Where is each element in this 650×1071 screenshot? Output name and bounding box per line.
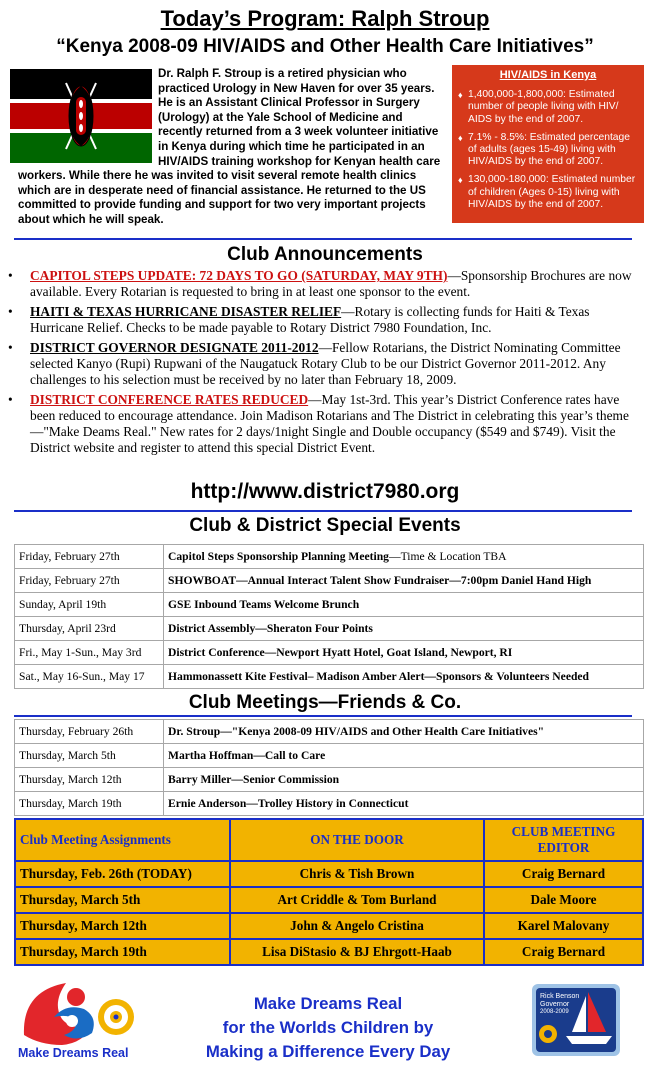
- column-header: Club Meeting Assignments: [15, 819, 230, 861]
- announcement-body: —Fellow Rotarians, the District Nominating Committee selected Kanyo (Rupi) Rupwani of the Naugatuck Rotary Club to be our District Governor 2011-2012. Any challenges to his selection must be received by no later than February 18, 2009.: [30, 340, 621, 387]
- footer-motto: [150, 992, 506, 1064]
- governor-badge-logo: [526, 980, 626, 1060]
- list-item: [8, 340, 640, 388]
- assignment-editor: Craig Bernard: [484, 861, 643, 887]
- event-desc: GSE Inbound Teams Welcome Brunch: [164, 593, 644, 617]
- assignment-editor: Dale Moore: [484, 887, 643, 913]
- table-row: [15, 792, 644, 816]
- event-date: Sat., May 16-Sun., May 17: [15, 665, 164, 689]
- bullet-icon: •: [8, 340, 13, 355]
- announcements-heading: Club Announcements: [227, 244, 423, 265]
- motto-line: Make Dreams Real: [253, 994, 403, 1013]
- special-events-heading: Club & District Special Events: [189, 515, 461, 536]
- assignment-date: Thursday, Feb. 26th (TODAY): [15, 861, 230, 887]
- table-row: [15, 861, 643, 887]
- meeting-date: Thursday, March 12th: [15, 768, 164, 792]
- page-title: Today’s Program: Ralph Stroup: [160, 6, 490, 31]
- divider: [14, 510, 632, 512]
- event-desc: SHOWBOAT—Annual Interact Talent Show Fundraiser—7:00pm Daniel Hand High: [164, 569, 644, 593]
- assignment-editor: Craig Bernard: [484, 939, 643, 965]
- column-header: ON THE DOOR: [230, 819, 484, 861]
- speaker-bio-text: Dr. Ralph F. Stroup is a retired physician who practiced Urology in New Haven for over 35 years. He is an Assistant Clinical Professor in Surgery (Urology) at the Yale School of Medicine and recently returned from a 3 week volunteer initiative in Kenya during which time he participated in an HIV/AIDS training workshop for Kenyan health care workers. While there he was invited to visit several remote health clinics which are in desperate need of financial assistance. He returned to the US committed to provide funding and support for two very important projects about which he will speak.: [18, 67, 441, 226]
- divider: [14, 715, 632, 717]
- meeting-date: Thursday, March 5th: [15, 744, 164, 768]
- event-date: Fri., May 1-Sun., May 3rd: [15, 641, 164, 665]
- assignment-door: Art Criddle & Tom Burland: [230, 887, 484, 913]
- meetings-heading: Club Meetings—Friends & Co.: [188, 692, 462, 713]
- table-row: [15, 593, 644, 617]
- table-row: [15, 768, 644, 792]
- column-header: CLUB MEETING EDITOR: [484, 819, 643, 861]
- assignment-door: Lisa DiStasio & BJ Ehrgott-Haab: [230, 939, 484, 965]
- assignment-door: Chris & Tish Brown: [230, 861, 484, 887]
- divider: [14, 238, 632, 240]
- special-events-table: [14, 544, 644, 689]
- announcement-body: —May 1st-3rd. This year’s District Conference rates have been reduced to encourage attendance. Join Madison Rotarians and The District in celebrating this year’s theme—"Make Deams Real." New rates for 2 days/1night Single and Double occupancy ($549 and $749). Visit the District website and register to attend this special District Event.: [30, 392, 629, 455]
- event-desc: District Assembly—Sheraton Four Points: [164, 617, 644, 641]
- table-row: [15, 720, 644, 744]
- meeting-topic: Barry Miller—Senior Commission: [164, 768, 644, 792]
- table-row: [15, 617, 644, 641]
- svg-text:2008-2009: 2008-2009: [540, 1009, 569, 1015]
- svg-text:Rick Benson: Rick Benson: [540, 993, 580, 1000]
- hiv-stat-item: ♦ 1,400,000-1,800,000: Estimated number of people living with HIV/ AIDS by the end of 2007.: [458, 89, 619, 125]
- diamond-bullet-icon: ♦: [458, 175, 463, 186]
- event-date: Friday, February 27th: [15, 569, 164, 593]
- table-row: [15, 569, 644, 593]
- assignments-table: [14, 818, 644, 966]
- meeting-date: Thursday, March 19th: [15, 792, 164, 816]
- list-item: [8, 304, 640, 336]
- assignment-door: John & Angelo Cristina: [230, 913, 484, 939]
- diamond-bullet-icon: ♦: [458, 90, 463, 101]
- hiv-stat-item: ♦ 130,000-180,000: Estimated number of children (Ages 0-15) living with HIV/AIDS by the end of 2007.: [458, 174, 636, 210]
- announcements-list: [8, 268, 640, 460]
- event-desc: District Conference—Newport Hyatt Hotel, Goat Island, Newport, RI: [164, 641, 644, 665]
- event-date: Sunday, April 19th: [15, 593, 164, 617]
- motto-line: for the Worlds Children by: [222, 1018, 434, 1037]
- program-subtitle: “Kenya 2008-09 HIV/AIDS and Other Health Care Initiatives”: [56, 36, 594, 57]
- list-item: [8, 268, 640, 300]
- announcement-heading: DISTRICT GOVERNOR DESIGNATE 2011-2012: [30, 340, 319, 355]
- hiv-stats-box: [452, 65, 644, 223]
- table-row: [15, 744, 644, 768]
- assignment-date: Thursday, March 19th: [15, 939, 230, 965]
- meeting-topic: Ernie Anderson—Trolley History in Connecticut: [164, 792, 644, 816]
- bullet-icon: •: [8, 268, 13, 283]
- meeting-topic: Dr. Stroup—"Kenya 2008-09 HIV/AIDS and Other Health Care Initiatives": [164, 720, 644, 744]
- table-row: [15, 641, 644, 665]
- table-header-row: [15, 819, 643, 861]
- table-row: [15, 913, 643, 939]
- speaker-bio: [18, 67, 446, 228]
- assignment-editor: Karel Malovany: [484, 913, 643, 939]
- district-website-link[interactable]: http://www.district7980.org: [190, 480, 460, 503]
- table-row: [15, 665, 644, 689]
- bullet-icon: •: [8, 304, 13, 319]
- event-desc: Hammonassett Kite Festival– Madison Amber Alert—Sponsors & Volunteers Needed: [164, 665, 644, 689]
- event-date: Friday, February 27th: [15, 545, 164, 569]
- announcement-body: —Sponsorship Brochures are now available. Every Rotarian is requested to bring in at least one sponsor to the event.: [30, 268, 632, 299]
- assignment-date: Thursday, March 12th: [15, 913, 230, 939]
- logo-left-text: Make Dreams Real: [18, 1046, 129, 1060]
- event-date: Thursday, April 23rd: [15, 617, 164, 641]
- diamond-bullet-icon: ♦: [458, 132, 463, 143]
- svg-text:Governor: Governor: [540, 1001, 570, 1008]
- table-row: [15, 939, 643, 965]
- meeting-topic: Martha Hoffman—Call to Care: [164, 744, 644, 768]
- hiv-stat-item: ♦ 7.1% - 8.5%: Estimated percentage of adults (ages 15-49) living with HIV/AIDS by the end of 2007.: [458, 131, 630, 168]
- announcement-heading: CAPITOL STEPS UPDATE: 72 DAYS TO GO (SATURDAY, MAY 9TH): [30, 268, 448, 283]
- event-desc: Capitol Steps Sponsorship Planning Meeting—Time & Location TBA: [164, 545, 644, 569]
- assignment-date: Thursday, March 5th: [15, 887, 230, 913]
- table-row: [15, 545, 644, 569]
- list-item: [8, 392, 640, 456]
- table-row: [15, 887, 643, 913]
- meetings-table: [14, 719, 644, 816]
- announcement-heading: HAITI & TEXAS HURRICANE DISASTER RELIEF: [30, 304, 342, 319]
- announcement-heading: DISTRICT CONFERENCE RATES REDUCED: [30, 392, 309, 407]
- hiv-stats-title: HIV/AIDS in Kenya: [499, 69, 597, 81]
- bullet-icon: •: [8, 392, 13, 407]
- make-dreams-real-logo: [14, 973, 144, 1063]
- announcement-body: —Rotary is collecting funds for Haiti & Texas Hurricane Relief. Checks to be made payable to Rotary District 7980 Foundation, Inc.: [30, 304, 590, 335]
- motto-line: Making a Difference Every Day: [205, 1042, 451, 1061]
- meeting-date: Thursday, February 26th: [15, 720, 164, 744]
